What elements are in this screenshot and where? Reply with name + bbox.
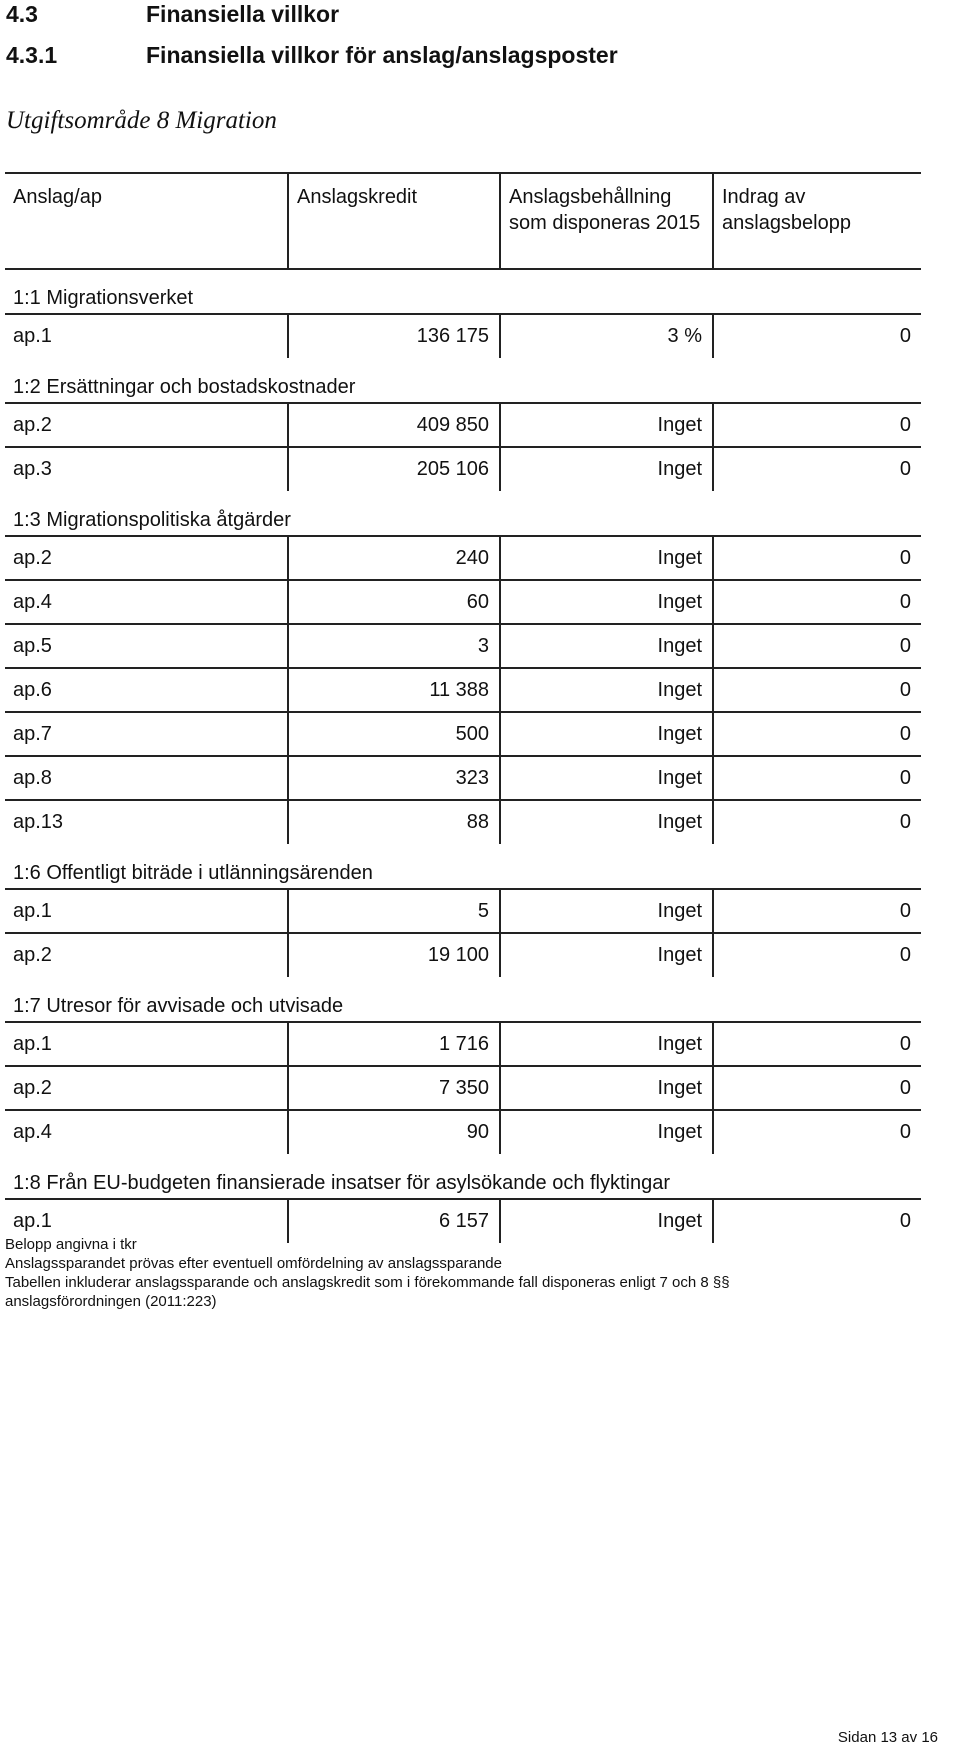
table-row bbox=[5, 1022, 921, 1066]
indrag-cell: 0 bbox=[713, 536, 921, 580]
financial-conditions-table bbox=[5, 172, 921, 1243]
subsection-heading bbox=[6, 41, 618, 69]
table-row bbox=[5, 403, 921, 447]
indrag-cell: 0 bbox=[713, 933, 921, 977]
subsection-title: Finansiella villkor för anslag/anslagsposter bbox=[146, 42, 618, 68]
anslagskredit-cell: 19 100 bbox=[288, 933, 500, 977]
group-row bbox=[5, 1154, 921, 1199]
anslagsbehallning-cell: Inget bbox=[500, 1110, 713, 1154]
table-row bbox=[5, 712, 921, 756]
anslagskredit-cell: 1 716 bbox=[288, 1022, 500, 1066]
table-row bbox=[5, 580, 921, 624]
indrag-cell: 0 bbox=[713, 624, 921, 668]
table-row bbox=[5, 668, 921, 712]
anslagspost-cell: ap.7 bbox=[5, 712, 288, 756]
group-row bbox=[5, 358, 921, 403]
anslagspost-cell: ap.4 bbox=[5, 580, 288, 624]
anslagspost-cell: ap.1 bbox=[5, 889, 288, 933]
table-row bbox=[5, 536, 921, 580]
anslagsbehallning-cell: Inget bbox=[500, 668, 713, 712]
anslagskredit-cell: 5 bbox=[288, 889, 500, 933]
footnotes bbox=[5, 1235, 730, 1311]
table-row bbox=[5, 933, 921, 977]
anslagspost-cell: ap.2 bbox=[5, 536, 288, 580]
anslagsbehallning-cell: Inget bbox=[500, 1022, 713, 1066]
anslagspost-cell: ap.4 bbox=[5, 1110, 288, 1154]
group-row bbox=[5, 269, 921, 314]
table-row bbox=[5, 624, 921, 668]
anslagspost-cell: ap.8 bbox=[5, 756, 288, 800]
anslagsbehallning-cell: Inget bbox=[500, 756, 713, 800]
section-heading bbox=[6, 0, 339, 28]
indrag-cell: 0 bbox=[713, 580, 921, 624]
anslagspost-cell: ap.1 bbox=[5, 1199, 288, 1243]
footnote: Tabellen inkluderar anslagssparande och anslagskredit som i förekommande fall disponeras enligt 7 och 8 §§ bbox=[5, 1274, 730, 1291]
subsection-number: 4.3.1 bbox=[6, 42, 58, 68]
anslagspost-cell: ap.2 bbox=[5, 1066, 288, 1110]
anslagsbehallning-cell: Inget bbox=[500, 447, 713, 491]
indrag-cell: 0 bbox=[713, 712, 921, 756]
table-row bbox=[5, 1110, 921, 1154]
table-row bbox=[5, 889, 921, 933]
anslagskredit-cell: 90 bbox=[288, 1110, 500, 1154]
table-header-row bbox=[5, 173, 921, 269]
indrag-cell: 0 bbox=[713, 1066, 921, 1110]
group-name: 1:6 Offentligt biträde i utlänningsärenden bbox=[13, 862, 373, 884]
column-header: Anslag/ap bbox=[5, 173, 288, 269]
indrag-cell: 0 bbox=[713, 800, 921, 844]
anslagsbehallning-cell: 3 % bbox=[500, 314, 713, 358]
anslagskredit-cell: 60 bbox=[288, 580, 500, 624]
anslagspost-cell: ap.1 bbox=[5, 314, 288, 358]
section-number: 4.3 bbox=[6, 1, 38, 27]
indrag-cell: 0 bbox=[713, 314, 921, 358]
anslagskredit-cell: 205 106 bbox=[288, 447, 500, 491]
anslagskredit-cell: 11 388 bbox=[288, 668, 500, 712]
anslagskredit-cell: 323 bbox=[288, 756, 500, 800]
anslagskredit-cell: 88 bbox=[288, 800, 500, 844]
column-header: Indrag av anslagsbelopp bbox=[713, 173, 921, 269]
footnote: Anslagssparandet prövas efter eventuell omfördelning av anslagssparande bbox=[5, 1255, 502, 1272]
anslagskredit-cell: 6 157 bbox=[288, 1199, 500, 1243]
anslagsbehallning-cell: Inget bbox=[500, 403, 713, 447]
table-row bbox=[5, 314, 921, 358]
table-row bbox=[5, 447, 921, 491]
anslagspost-cell: ap.1 bbox=[5, 1022, 288, 1066]
anslagskredit-cell: 7 350 bbox=[288, 1066, 500, 1110]
anslagsbehallning-cell: Inget bbox=[500, 712, 713, 756]
anslagsbehallning-cell: Inget bbox=[500, 800, 713, 844]
anslagsbehallning-cell: Inget bbox=[500, 1066, 713, 1110]
table-row bbox=[5, 756, 921, 800]
table-row bbox=[5, 1066, 921, 1110]
indrag-cell: 0 bbox=[713, 668, 921, 712]
anslagsbehallning-cell: Inget bbox=[500, 933, 713, 977]
anslagskredit-cell: 240 bbox=[288, 536, 500, 580]
indrag-cell: 0 bbox=[713, 1022, 921, 1066]
expenditure-area-title: Utgiftsområde 8 Migration bbox=[6, 107, 277, 134]
page-number: Sidan 13 av 16 bbox=[837, 1729, 938, 1746]
group-row bbox=[5, 844, 921, 889]
group-row bbox=[5, 977, 921, 1022]
anslagsbehallning-cell: Inget bbox=[500, 1199, 713, 1243]
indrag-cell: 0 bbox=[713, 1199, 921, 1243]
indrag-cell: 0 bbox=[713, 447, 921, 491]
anslagskredit-cell: 136 175 bbox=[288, 314, 500, 358]
footnote: Belopp angivna i tkr bbox=[5, 1236, 137, 1253]
group-name: 1:2 Ersättningar och bostadskostnader bbox=[13, 376, 356, 398]
group-name: 1:3 Migrationspolitiska åtgärder bbox=[13, 509, 291, 531]
indrag-cell: 0 bbox=[713, 403, 921, 447]
anslagskredit-cell: 3 bbox=[288, 624, 500, 668]
footnote: anslagsförordningen (2011:223) bbox=[5, 1293, 217, 1310]
column-header: Anslagskredit bbox=[288, 173, 500, 269]
anslagspost-cell: ap.5 bbox=[5, 624, 288, 668]
anslagspost-cell: ap.3 bbox=[5, 447, 288, 491]
indrag-cell: 0 bbox=[713, 889, 921, 933]
column-header: Anslagsbehållning som disponeras 2015 bbox=[500, 173, 713, 269]
indrag-cell: 0 bbox=[713, 1110, 921, 1154]
table-row bbox=[5, 800, 921, 844]
indrag-cell: 0 bbox=[713, 756, 921, 800]
group-name: 1:1 Migrationsverket bbox=[13, 287, 194, 309]
anslagskredit-cell: 500 bbox=[288, 712, 500, 756]
anslagsbehallning-cell: Inget bbox=[500, 580, 713, 624]
anslagspost-cell: ap.2 bbox=[5, 933, 288, 977]
anslagsbehallning-cell: Inget bbox=[500, 624, 713, 668]
section-title: Finansiella villkor bbox=[146, 1, 340, 27]
group-name: 1:7 Utresor för avvisade och utvisade bbox=[13, 995, 344, 1017]
anslagspost-cell: ap.6 bbox=[5, 668, 288, 712]
anslagspost-cell: ap.13 bbox=[5, 800, 288, 844]
group-row bbox=[5, 491, 921, 536]
anslagspost-cell: ap.2 bbox=[5, 403, 288, 447]
anslagsbehallning-cell: Inget bbox=[500, 889, 713, 933]
group-name: 1:8 Från EU-budgeten finansierade insatser för asylsökande och flyktingar bbox=[13, 1172, 671, 1194]
anslagskredit-cell: 409 850 bbox=[288, 403, 500, 447]
anslagsbehallning-cell: Inget bbox=[500, 536, 713, 580]
